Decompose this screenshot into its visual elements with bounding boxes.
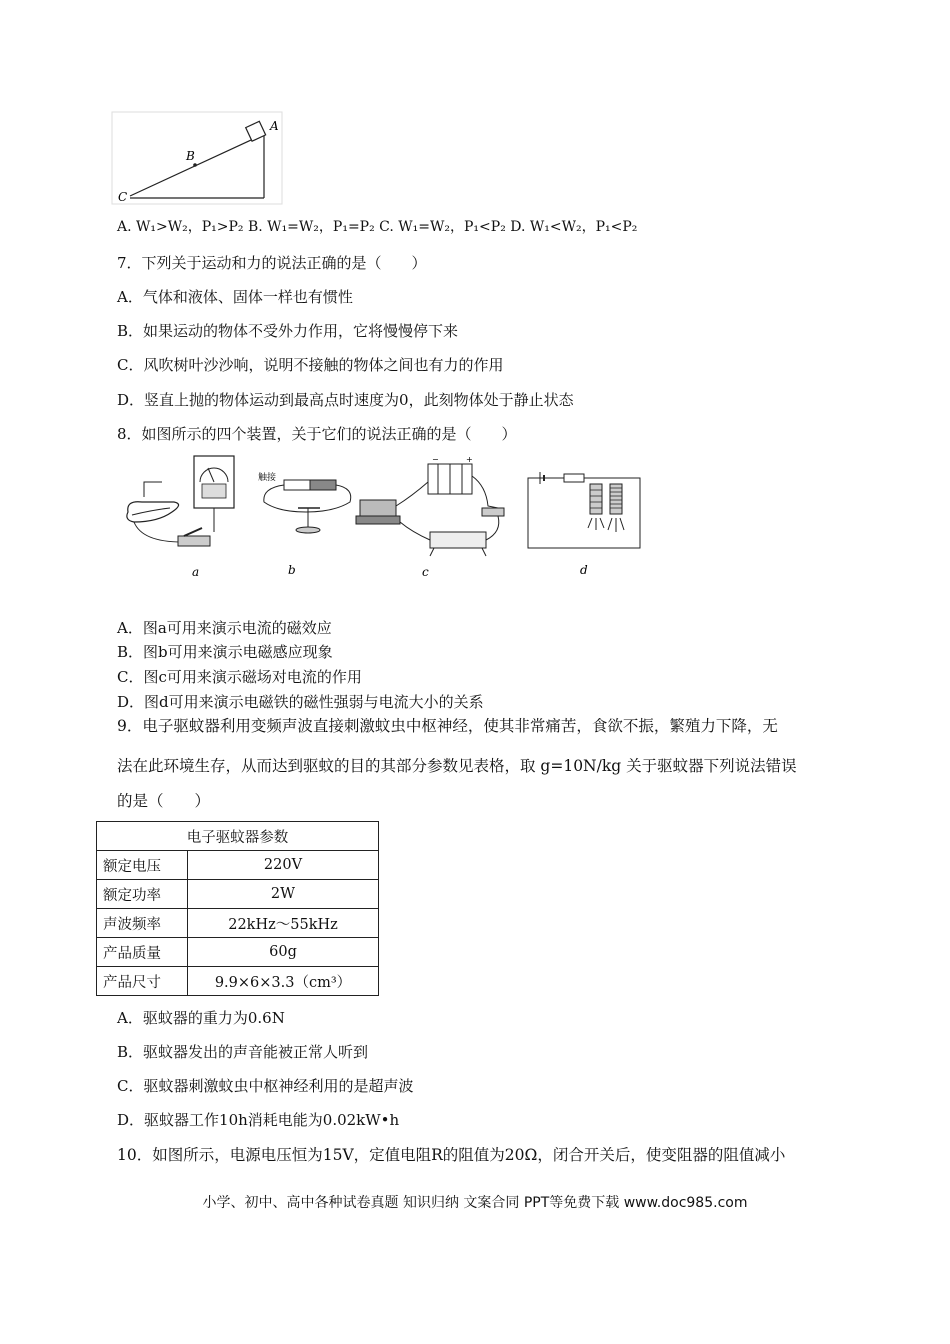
table-row: 额定电压 220V <box>97 851 379 880</box>
spec-table <box>96 821 379 996</box>
figure-d <box>522 468 647 583</box>
table-row: 声波频率 22kHz～55kHz <box>97 909 379 938</box>
label-c: C <box>118 190 128 204</box>
figure-a <box>122 452 247 582</box>
incline-figure <box>112 112 287 207</box>
q7-option-d: D．竖直上抛的物体运动到最高点时速度为0，此刻物体处于静止状态 <box>117 391 574 409</box>
table-row: 产品尺寸 9.9×6×3.3（cm³） <box>97 967 379 996</box>
q7-stem: 7．下列关于运动和力的说法正确的是（ ） <box>117 254 427 272</box>
q6-options: A. W₁>W₂，P₁>P₂ B. W₁=W₂，P₁=P₂ C. W₁=W₂，P₁<P₂ D. W₁<W₂，P₁<P₂ <box>117 219 638 235</box>
spec-table-title: 电子驱蚊器参数 <box>97 822 379 851</box>
fig-label-a: a <box>192 565 200 579</box>
q7-option-b: B．如果运动的物体不受外力作用，它将慢慢停下来 <box>117 322 459 340</box>
q8-option-b: B．图b可用来演示电磁感应现象 <box>117 643 333 661</box>
q9-stem-line3: 的是（ ） <box>117 792 211 810</box>
q9-option-b: B．驱蚊器发出的声音能被正常人听到 <box>117 1043 369 1061</box>
svg-text:−: − <box>432 455 439 464</box>
fig-b-text: 触接 <box>258 473 277 483</box>
fig-label-b: b <box>288 563 296 577</box>
fig-label-d: d <box>580 563 588 577</box>
q9-option-d: D．驱蚊器工作10h消耗电能为0.02kW•h <box>117 1111 400 1129</box>
q9-option-c: C．驱蚊器刺激蚊虫中枢神经利用的是超声波 <box>117 1077 414 1095</box>
q8-option-c: C．图c可用来演示磁场对电流的作用 <box>117 668 362 686</box>
q8-option-d: D．图d可用来演示电磁铁的磁性强弱与电流大小的关系 <box>117 693 484 711</box>
label-b: B <box>186 149 195 163</box>
q9-stem-line1: 9．电子驱蚊器利用变频声波直接刺激蚊虫中枢神经，使其非常痛苦，食欲不振，繁殖力下降，无 <box>117 717 778 735</box>
q9-stem-line2: 法在此环境生存，从而达到驱蚊的目的其部分参数见表格，取 g=10N/kg 关于驱蚊器下列说法错误 <box>117 757 797 775</box>
q10-stem: 10．如图所示，电源电压恒为15V，定值电阻R的阻值为20Ω，闭合开关后，使变阻器的阻值减小 <box>117 1146 786 1164</box>
figure-c <box>352 456 512 583</box>
svg-text:+: + <box>466 455 473 464</box>
label-a: A <box>270 119 279 133</box>
table-row: 额定功率 2W <box>97 880 379 909</box>
q8-option-a: A．图a可用来演示电流的磁效应 <box>117 619 332 637</box>
q7-option-a: A．气体和液体、固体一样也有惯性 <box>117 288 353 306</box>
q8-stem: 8．如图所示的四个装置，关于它们的说法正确的是（ ） <box>117 425 517 443</box>
fig-label-c: c <box>422 565 429 579</box>
q9-option-a: A．驱蚊器的重力为0.6N <box>117 1009 285 1027</box>
figure-b <box>258 468 358 583</box>
table-row: 产品质量 60g <box>97 938 379 967</box>
page-footer: 小学、初中、高中各种试卷真题 知识归纳 文案合同 PPT等免费下载 www.doc985.com <box>202 1195 748 1211</box>
q7-option-c: C．风吹树叶沙沙响，说明不接触的物体之间也有力的作用 <box>117 356 504 374</box>
